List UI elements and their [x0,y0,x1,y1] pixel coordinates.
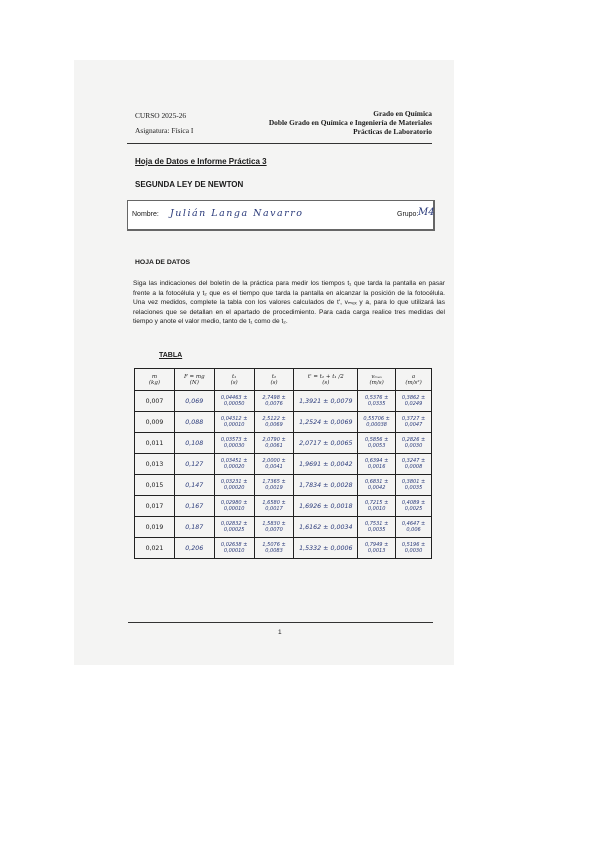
table-cell: 0,5376 ± 0,0335 [358,391,396,412]
table-cell: 0,7215 ± 0,0010 [358,496,396,517]
table-row [135,454,432,475]
header-rule [127,143,432,144]
table-row [135,496,432,517]
course-label: CURSO 2025-26 [135,111,187,120]
name-label: Nombre: [132,211,159,218]
table-cell: 0,04312 ± 0,00010 [214,412,254,433]
table-cell: 0,017 [135,496,175,517]
table-cell: 0,04463 ± 0,00050 [214,391,254,412]
table-cell: 0,021 [135,538,175,559]
table-cell: 0,019 [135,517,175,538]
table-cell: 0,3862 ± 0,0249 [396,391,432,412]
column-header-symbol: t₁ [231,373,237,380]
column-header [174,369,214,391]
document-page [105,95,445,645]
column-header [294,369,358,391]
column-header-unit: (s) [270,379,278,386]
name-value: Julián Langa Navarro [170,208,304,219]
table-cell: 1,6580 ± 0,0017 [254,496,294,517]
table-cell: 0,03451 ± 0,00020 [214,454,254,475]
table-cell: 0,013 [135,454,175,475]
table-cell: 0,02638 ± 0,00010 [214,538,254,559]
table-cell: 2,5122 ± 0,0069 [254,412,294,433]
table-cell: 1,5830 ± 0,0070 [254,517,294,538]
table-row [135,433,432,454]
table-cell: 1,6926 ± 0,0018 [294,496,358,517]
column-header-symbol: t₂ [271,373,277,380]
table-cell: 2,7498 ± 0,0076 [254,391,294,412]
practices-line: Prácticas de Laboratorio [353,127,432,136]
table-cell: 0,5856 ± 0,0053 [358,433,396,454]
table-cell: 2,0717 ± 0,0065 [294,433,358,454]
table-cell: 0,55706 ± 0,00038 [358,412,396,433]
column-header [358,369,396,391]
table-cell: 0,4089 ± 0,0025 [396,496,432,517]
degree-header [212,109,432,136]
table-cell: 0,147 [174,475,214,496]
table-cell: 0,3801 ± 0,0035 [396,475,432,496]
column-header-unit: (s) [322,379,330,386]
column-header-unit: (kg) [148,379,160,386]
column-header-unit: (m/s²) [405,379,422,386]
table-cell: 0,02980 ± 0,00010 [214,496,254,517]
table-cell: 0,187 [174,517,214,538]
column-header [214,369,254,391]
table-cell: 0,069 [174,391,214,412]
table-cell: 2,0000 ± 0,0041 [254,454,294,475]
table-cell: 0,088 [174,412,214,433]
subject-label: Asignatura: Física I [135,126,194,135]
degree-line-2: Doble Grado en Química e Ingeniería de Materiales [268,118,432,127]
data-table [134,368,432,559]
column-header-unit: (m/s) [369,379,384,386]
column-header-unit: (s) [230,379,238,386]
table-label: TABLA [159,352,183,359]
table-cell: 1,6162 ± 0,0034 [294,517,358,538]
table-cell: 0,3247 ± 0,0008 [396,454,432,475]
table-cell: 0,7531 ± 0,0035 [358,517,396,538]
table-header-row [135,369,432,391]
page-number: 1 [278,629,282,636]
column-header-symbol: t' = t₂ + t₁ /2 [307,373,344,380]
table-cell: 0,007 [135,391,175,412]
column-header-symbol: a [411,373,416,380]
table-cell: 1,3921 ± 0,0079 [294,391,358,412]
table-row [135,412,432,433]
column-header [254,369,294,391]
footer-rule [128,622,433,623]
column-header [135,369,175,391]
table-row [135,475,432,496]
table-cell: 0,011 [135,433,175,454]
table-cell: 1,7834 ± 0,0028 [294,475,358,496]
instructions-paragraph: Siga las indicaciones del boletín de la práctica para medir los tiempos t₁ que tarda la pantalla en pasar frente a la fotocélula y t₂ que es el tiempo que tarda la pantalla en alcanzar la posición de la fotocélula. Una vez medidos, complete la tabla con los valores calculados de t', vₘₑₓ y a, para lo que utilizará las relaciones que se detallan en el apartado de procedimiento. Para cada carga realice tres medidas del tiempo y anote el valor medio, tanto de t₁ como de t₂. [133,280,445,325]
column-header [396,369,432,391]
table-cell: 1,9691 ± 0,0042 [294,454,358,475]
table-cell: 0,5196 ± 0,0030 [396,538,432,559]
table-cell: 0,4647 ± 0,006 [396,517,432,538]
table-cell: 0,7949 ± 0,0013 [358,538,396,559]
name-box [127,200,435,231]
table-cell: 1,5332 ± 0,0006 [294,538,358,559]
table-row [135,517,432,538]
table-cell: 1,5076 ± 0,0083 [254,538,294,559]
table-cell: 0,02832 ± 0,00025 [214,517,254,538]
table-cell: 2,0790 ± 0,0061 [254,433,294,454]
table-cell: 0,3727 ± 0,0047 [396,412,432,433]
group-label: Grupo: [397,211,419,218]
table-cell: 0,03231 ± 0,00020 [214,475,254,496]
section-title: SEGUNDA LEY DE NEWTON [135,180,244,189]
table-cell: 1,2524 ± 0,0069 [294,412,358,433]
table-cell: 0,03573 ± 0,00030 [214,433,254,454]
degree-line-1: Grado en Química [373,109,432,118]
doc-title: Hoja de Datos e Informe Práctica 3 [135,157,267,166]
table-cell: 0,2826 ± 0,0030 [396,433,432,454]
column-header-symbol: F = mg [183,373,205,380]
table-cell: 0,167 [174,496,214,517]
table-row [135,391,432,412]
table-cell: 0,6394 ± 0,0016 [358,454,396,475]
table-cell: 0,015 [135,475,175,496]
table-cell: 1,7365 ± 0,0019 [254,475,294,496]
column-header-symbol: vₘₑₓ [371,373,382,380]
table-cell: 0,108 [174,433,214,454]
table-cell: 0,206 [174,538,214,559]
table-cell: 0,009 [135,412,175,433]
table-cell: 0,127 [174,454,214,475]
column-header-symbol: m [151,373,158,380]
table-row [135,538,432,559]
column-header-unit: (N) [189,379,199,386]
data-sheet-title: HOJA DE DATOS [135,259,191,266]
group-value: M4 [418,207,435,218]
table-cell: 0,6831 ± 0,0042 [358,475,396,496]
